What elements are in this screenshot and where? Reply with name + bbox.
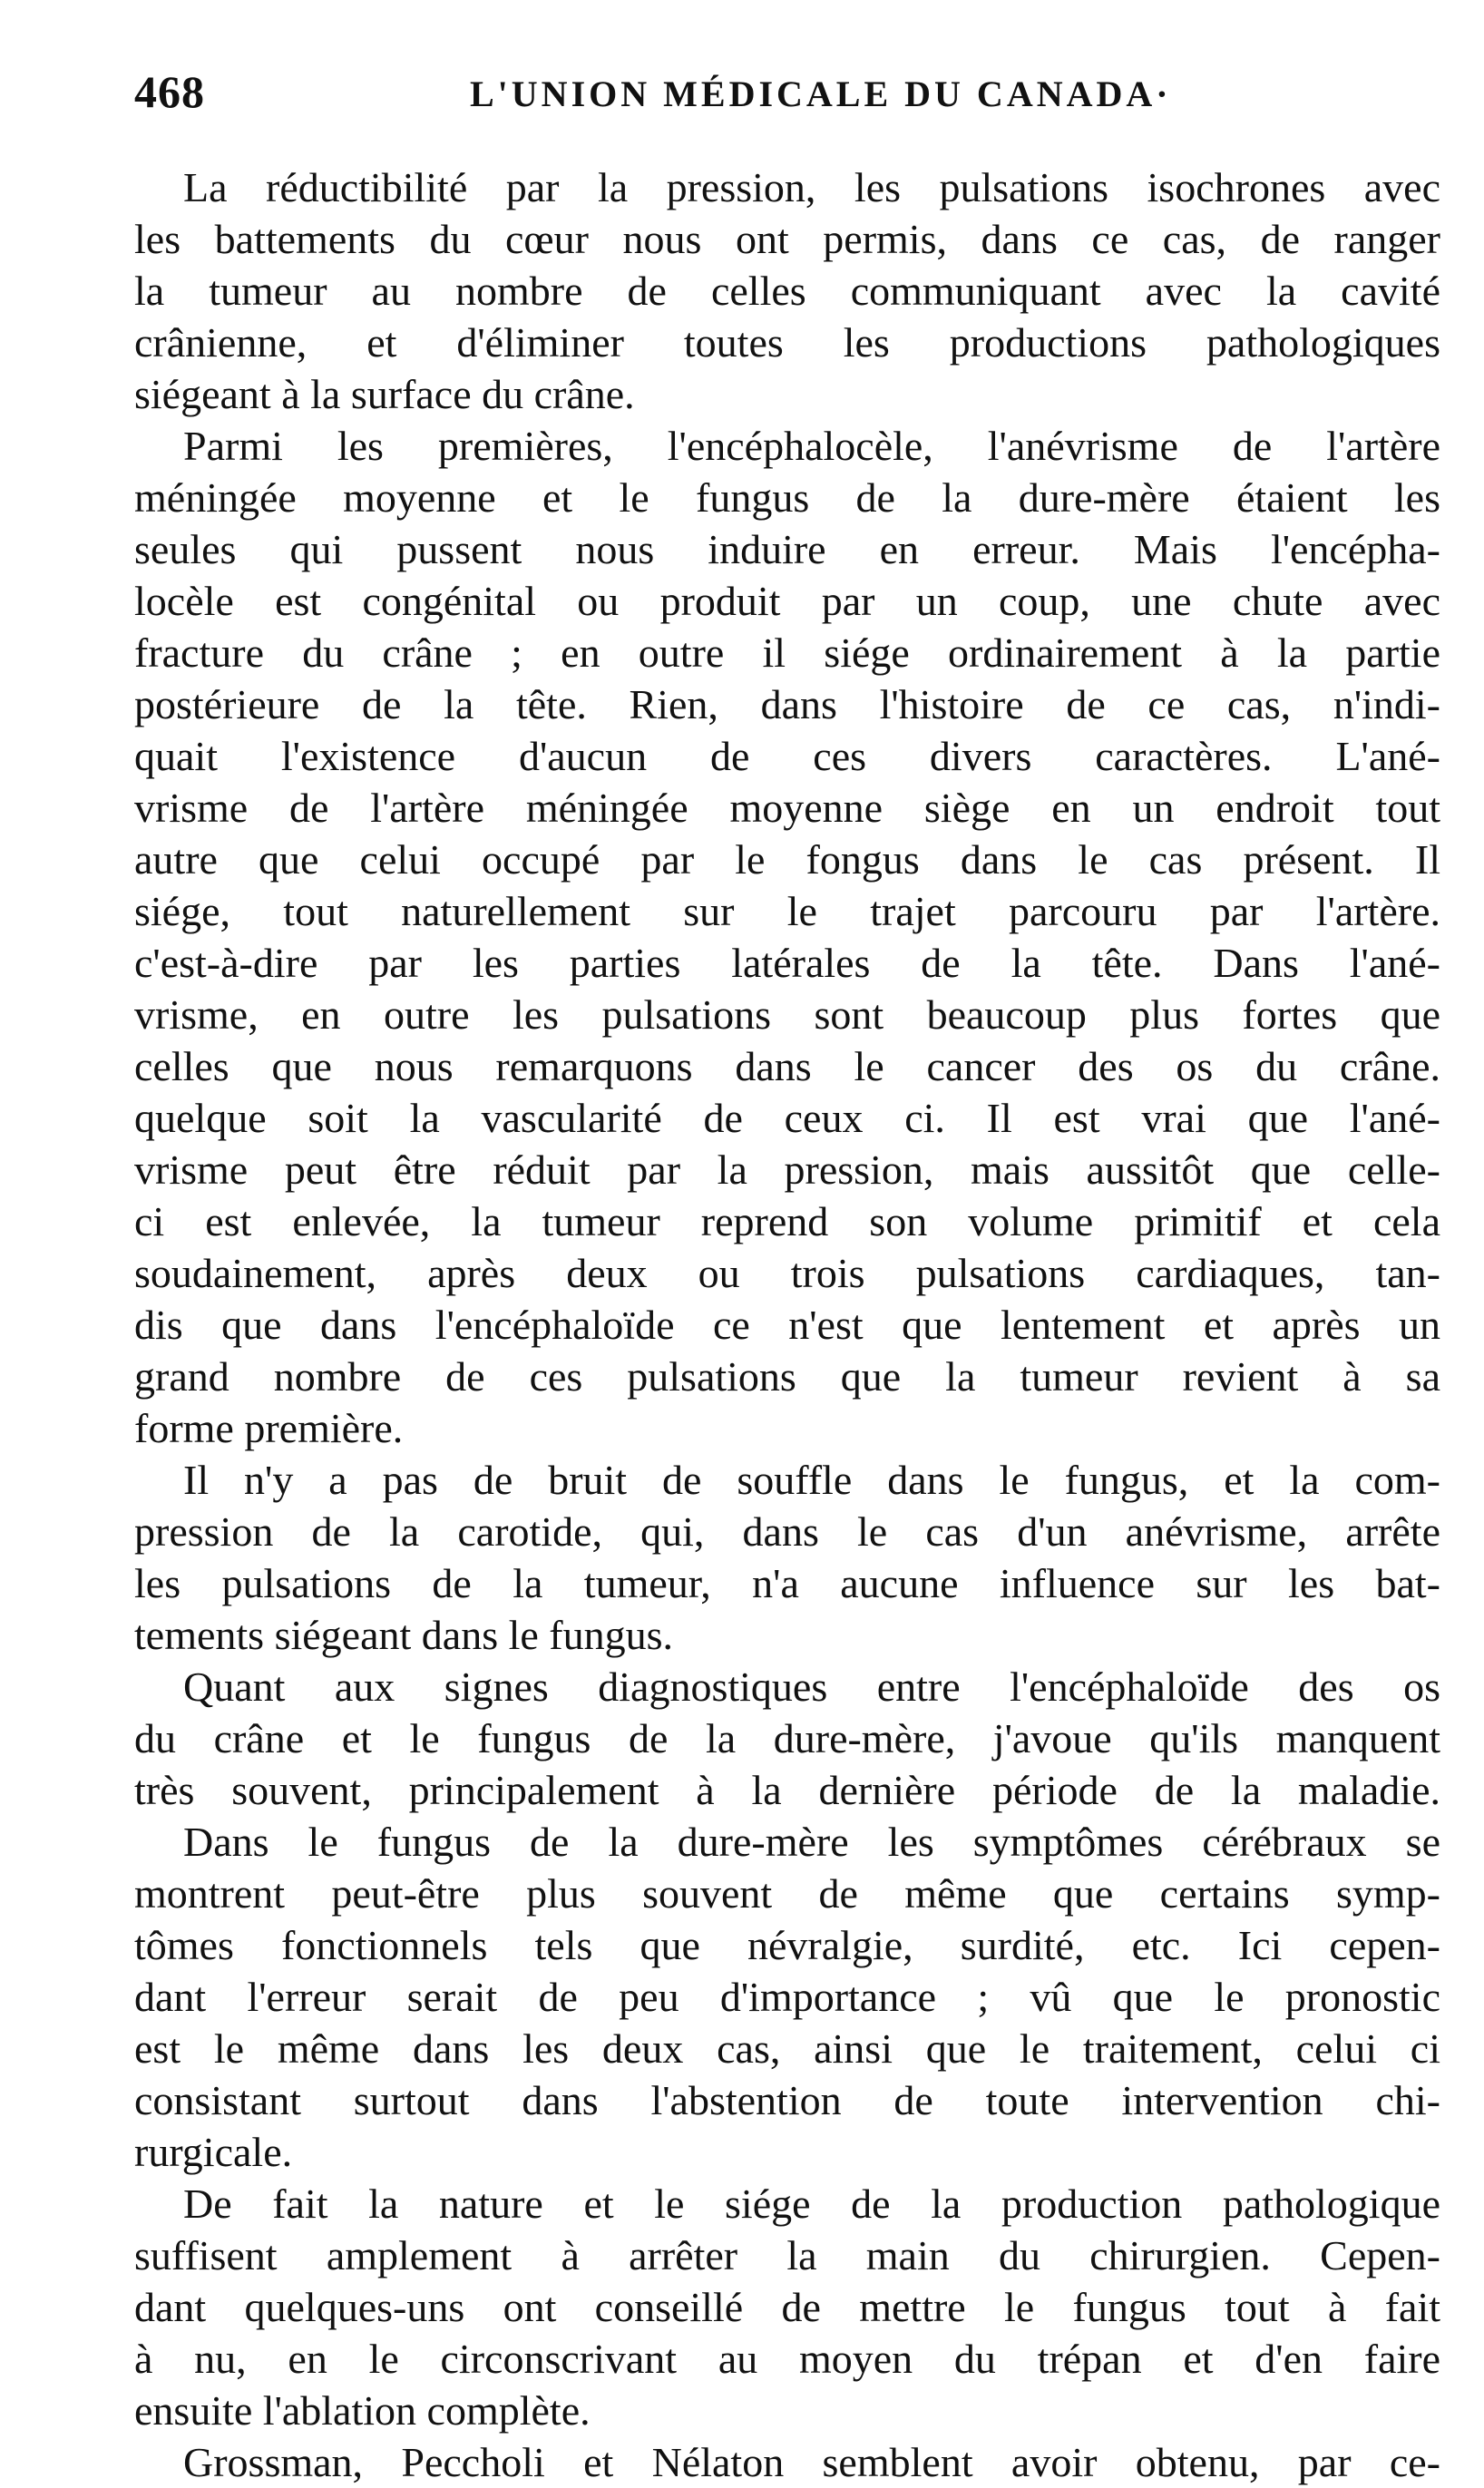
text-line: consistant surtout dans l'abstention de toute intervention chi- xyxy=(134,2077,1440,2123)
text-line: dis que dans l'encéphaloïde ce n'est que lentement et après un xyxy=(134,1302,1440,1348)
text-line: dant quelques-uns ont conseillé de mettre le fungus tout à fait xyxy=(134,2284,1440,2330)
text-line: tômes fonctionnels tels que névralgie, surdité, etc. Ici cepen- xyxy=(134,1922,1440,1968)
text-line: c'est-à-dire par les parties latérales de la tête. Dans l'ané- xyxy=(134,940,1440,986)
text-line: rurgicale. xyxy=(134,2129,293,2175)
text-line: dant l'erreur serait de peu d'importance ; vû que le pronostic xyxy=(134,1974,1440,2020)
body-text xyxy=(134,161,1440,2488)
text-line: ensuite l'ablation complète. xyxy=(134,2387,591,2434)
text-line: fracture du crâne ; en outre il siége ordinairement à la partie xyxy=(134,629,1440,676)
text-line: grand nombre de ces pulsations que la tumeur revient à sa xyxy=(134,1353,1440,1400)
text-line: locèle est congénital ou produit par un coup, une chute avec xyxy=(134,578,1440,624)
text-line: très souvent, principalement à la dernière période de la maladie. xyxy=(134,1767,1440,1813)
text-line: la tumeur au nombre de celles communiquant avec la cavité xyxy=(134,268,1440,314)
running-title: L'UNION MÉDICALE DU CANADA· xyxy=(470,73,1172,114)
text-line: à nu, en le circonscrivant au moyen du trépan et d'en faire xyxy=(134,2336,1440,2382)
text-line: siégeant à la surface du crâne. xyxy=(134,371,635,417)
text-line: siége, tout naturellement sur le trajet parcouru par l'artère. xyxy=(134,888,1440,934)
text-line: celles que nous remarquons dans le cancer des os du crâne. xyxy=(134,1043,1440,1089)
text-line: Dans le fungus de la dure-mère les symptômes cérébraux se xyxy=(183,1819,1440,1865)
text-line: pression de la carotide, qui, dans le cas d'un anévrisme, arrête xyxy=(134,1508,1440,1555)
text-line: montrent peut-être plus souvent de même que certains symp- xyxy=(134,1870,1440,1917)
text-line: crânienne, et d'éliminer toutes les productions pathologiques xyxy=(134,319,1440,366)
text-line: forme première. xyxy=(134,1405,404,1451)
text-line: ci est enlevée, la tumeur reprend son volume primitif et cela xyxy=(134,1198,1440,1244)
page-header xyxy=(134,65,1440,129)
text-line: quelque soit la vascularité de ceux ci. Il est vrai que l'ané- xyxy=(134,1095,1440,1141)
text-line: tements siégeant dans le fungus. xyxy=(134,1612,674,1658)
text-line: les battements du cœur nous ont permis, dans ce cas, de ranger xyxy=(134,216,1440,262)
text-line: méningée moyenne et le fungus de la dure-mère étaient les xyxy=(134,474,1440,521)
text-line: suffisent amplement à arrêter la main du chirurgien. Cepen- xyxy=(134,2232,1440,2278)
text-line: vrisme peut être réduit par la pression, mais aussitôt que celle- xyxy=(134,1146,1440,1193)
text-line: La réductibilité par la pression, les pulsations isochrones avec xyxy=(183,164,1440,210)
text-line: vrisme, en outre les pulsations sont beaucoup plus fortes que xyxy=(134,991,1440,1038)
text-line: Parmi les premières, l'encéphalocèle, l'anévrisme de l'artère xyxy=(183,423,1440,469)
text-line: Grossman, Peccholi et Nélaton semblent avoir obtenu, par ce- xyxy=(183,2439,1440,2485)
text-line: Il n'y a pas de bruit de souffle dans le fungus, et la com- xyxy=(183,1457,1440,1503)
text-line: autre que celui occupé par le fongus dans le cas présent. Il xyxy=(134,836,1440,883)
text-line: postérieure de la tête. Rien, dans l'histoire de ce cas, n'indi- xyxy=(134,681,1440,727)
text-line: vrisme de l'artère méningée moyenne siège en un endroit tout xyxy=(134,785,1440,831)
text-line: De fait la nature et le siége de la production pathologique xyxy=(183,2181,1440,2227)
text-line: seules qui pussent nous induire en erreur. Mais l'encépha- xyxy=(134,526,1440,572)
text-line: du crâne et le fungus de la dure-mère, j'avoue qu'ils manquent xyxy=(134,1715,1440,1761)
text-line: quait l'existence d'aucun de ces divers caractères. L'ané- xyxy=(134,733,1440,779)
page-number: 468 xyxy=(134,66,205,117)
text-line: Quant aux signes diagnostiques entre l'encéphaloïde des os xyxy=(183,1664,1440,1710)
text-line: est le même dans les deux cas, ainsi que le traitement, celui ci xyxy=(134,2025,1440,2072)
text-line: soudainement, après deux ou trois pulsations cardiaques, tan- xyxy=(134,1250,1440,1296)
text-line: les pulsations de la tumeur, n'a aucune influence sur les bat- xyxy=(134,1560,1440,1606)
